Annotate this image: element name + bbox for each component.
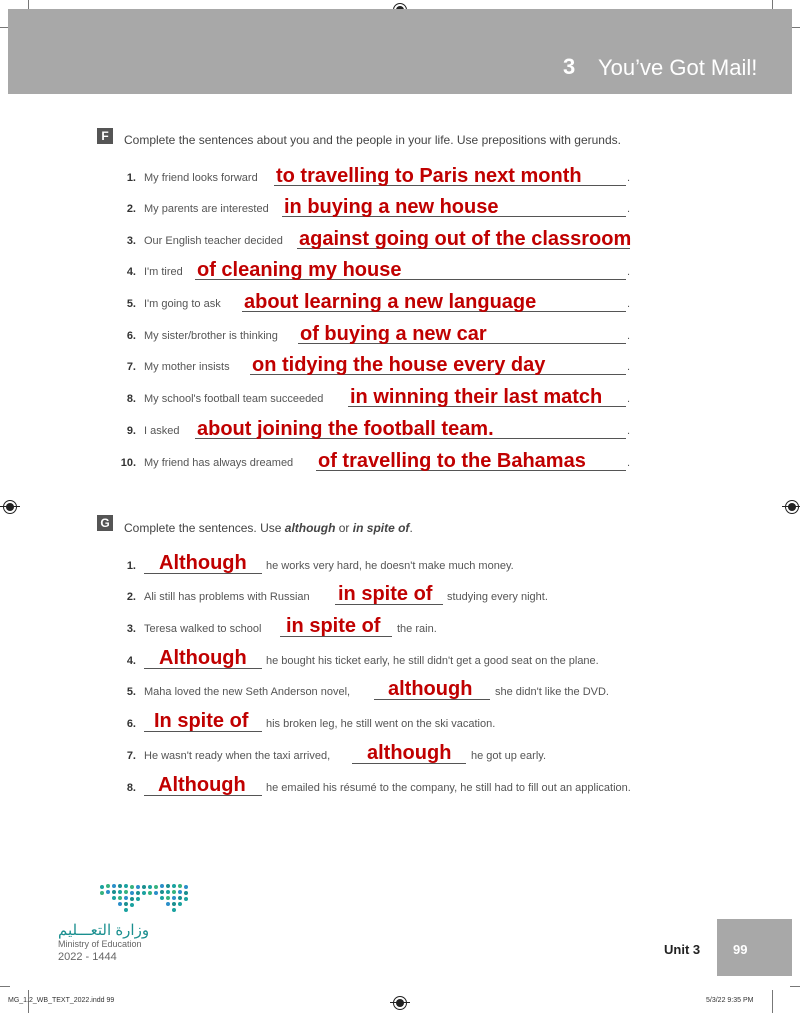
handwritten-answer[interactable]: about learning a new language bbox=[244, 291, 537, 313]
item-number: 3. bbox=[126, 235, 136, 247]
handwritten-answer[interactable]: against going out of the classroom bbox=[299, 228, 632, 250]
instruction-text: . bbox=[409, 521, 413, 535]
crop-mark bbox=[0, 986, 10, 987]
handwritten-answer[interactable]: In spite of bbox=[154, 710, 249, 732]
item-number: 6. bbox=[126, 718, 136, 730]
item-number: 8. bbox=[126, 393, 136, 405]
handwritten-answer[interactable]: although bbox=[388, 678, 473, 700]
section-g-instruction bbox=[124, 521, 413, 535]
item-number: 2. bbox=[126, 203, 136, 215]
logo-dot bbox=[154, 891, 158, 895]
sentence-end: . bbox=[627, 203, 631, 215]
sentence-stem: I asked bbox=[144, 425, 180, 437]
handwritten-answer[interactable]: Although bbox=[158, 774, 246, 796]
sentence-start: Ali still has problems with Russian bbox=[144, 591, 310, 603]
logo-dot bbox=[184, 897, 188, 901]
edition-year: 2022 - 1444 bbox=[58, 951, 117, 963]
logo-dot bbox=[124, 896, 128, 900]
sentence-stem: I'm tired bbox=[144, 266, 183, 278]
item-number: 4. bbox=[126, 266, 136, 278]
logo-dot bbox=[130, 897, 134, 901]
sentence-end: he bought his ticket early, he still didn't get a good seat on the plane. bbox=[266, 655, 599, 667]
logo-dot bbox=[172, 890, 176, 894]
sentence-stem: My friend looks forward bbox=[144, 172, 258, 184]
page-number: 99 bbox=[733, 942, 748, 957]
logo-dot bbox=[100, 885, 104, 889]
logo-dot bbox=[160, 896, 164, 900]
logo-dot bbox=[154, 885, 158, 889]
item-number: 7. bbox=[126, 361, 136, 373]
logo-dot bbox=[148, 885, 152, 889]
sentence-stem: My parents are interested bbox=[144, 203, 269, 215]
sentence-start: Maha loved the new Seth Anderson novel, bbox=[144, 686, 351, 698]
sentence-stem: My friend has always dreamed bbox=[144, 457, 294, 469]
handwritten-answer[interactable]: in buying a new house bbox=[284, 196, 499, 218]
handwritten-answer[interactable]: Although bbox=[159, 552, 247, 574]
sentence-end: his broken leg, he still went on the ski vacation. bbox=[266, 718, 496, 730]
sentence-stem: I'm going to ask bbox=[144, 298, 221, 310]
handwritten-answer[interactable]: of travelling to the Bahamas bbox=[318, 450, 586, 472]
sentence-stem: My school's football team succeeded bbox=[144, 393, 324, 405]
item-number: 6. bbox=[126, 330, 136, 342]
handwritten-answer[interactable]: of buying a new car bbox=[300, 323, 487, 345]
logo-dot bbox=[130, 885, 134, 889]
logo-dot bbox=[124, 908, 128, 912]
footer-unit-label: Unit 3 bbox=[664, 942, 701, 957]
sentence-end: . bbox=[627, 393, 631, 405]
section-g-label: G bbox=[97, 515, 113, 531]
logo-dot bbox=[178, 902, 182, 906]
sentence-stem: My mother insists bbox=[144, 361, 230, 373]
sentence-end: he works very hard, he doesn't make much money. bbox=[266, 560, 514, 572]
crop-mark bbox=[790, 986, 800, 987]
sentence-end: studying every night. bbox=[447, 591, 548, 603]
logo-dot bbox=[172, 896, 176, 900]
section-f-instruction: Complete the sentences about you and the people in your life. Use prepositions with gerunds. bbox=[124, 133, 621, 147]
handwritten-answer[interactable]: in winning their last match bbox=[350, 386, 603, 408]
logo-dot bbox=[142, 891, 146, 895]
logo-dot bbox=[118, 902, 122, 906]
logo-dot bbox=[130, 891, 134, 895]
sentence-start: He wasn't ready when the taxi arrived, bbox=[144, 750, 331, 762]
instruction-text: or bbox=[335, 521, 353, 535]
section-f-label: F bbox=[97, 128, 113, 144]
logo-dot bbox=[124, 884, 128, 888]
sentence-stem: Our English teacher decided bbox=[144, 235, 283, 247]
sentence-end: . bbox=[627, 298, 631, 310]
logo-dot bbox=[172, 884, 176, 888]
item-number: 5. bbox=[126, 298, 136, 310]
sentence-end: . bbox=[627, 425, 631, 437]
page-number-tab bbox=[717, 919, 792, 976]
logo-dot bbox=[178, 890, 182, 894]
logo-dot bbox=[178, 884, 182, 888]
logo-dot bbox=[112, 884, 116, 888]
ministry-name-english: Ministry of Education bbox=[58, 939, 142, 949]
sentence-end: she didn't like the DVD. bbox=[495, 686, 609, 698]
logo-dot bbox=[124, 902, 128, 906]
logo-dot bbox=[160, 884, 164, 888]
logo-dot bbox=[166, 896, 170, 900]
sentence-end: . bbox=[627, 172, 631, 184]
logo-dot bbox=[172, 902, 176, 906]
logo-dot bbox=[184, 885, 188, 889]
logo-dot bbox=[136, 897, 140, 901]
crop-mark bbox=[772, 990, 773, 1013]
logo-dot bbox=[166, 884, 170, 888]
sentence-end: he got up early. bbox=[471, 750, 547, 762]
sentence-end: . bbox=[627, 361, 631, 373]
item-number: 3. bbox=[126, 623, 136, 635]
logo-dot bbox=[106, 884, 110, 888]
handwritten-answer[interactable]: on tidying the house every day bbox=[252, 354, 546, 376]
logo-dot bbox=[148, 891, 152, 895]
page-header-band bbox=[8, 9, 792, 94]
handwritten-answer[interactable]: in spite of bbox=[338, 583, 433, 605]
registration-mark-icon bbox=[785, 500, 799, 514]
print-slug-date: 5/3/22 9:35 PM bbox=[706, 997, 754, 1004]
logo-dot bbox=[178, 896, 182, 900]
logo-dot bbox=[112, 890, 116, 894]
logo-dot bbox=[124, 890, 128, 894]
sentence-end: he emailed his résumé to the company, he still had to fill out an application. bbox=[266, 782, 631, 794]
logo-dot bbox=[136, 885, 140, 889]
sentence-start: Teresa walked to school bbox=[144, 623, 262, 635]
item-number: 4. bbox=[126, 655, 136, 667]
logo-dot bbox=[160, 890, 164, 894]
handwritten-answer[interactable]: about joining the football team. bbox=[197, 418, 494, 440]
handwritten-answer[interactable]: Although bbox=[159, 647, 247, 669]
sentence-end: . bbox=[627, 330, 631, 342]
item-number: 7. bbox=[126, 750, 136, 762]
ministry-logo-icon bbox=[100, 880, 190, 910]
handwritten-answer[interactable]: to travelling to Paris next month bbox=[276, 165, 582, 187]
logo-dot bbox=[100, 891, 104, 895]
logo-dot bbox=[184, 891, 188, 895]
keyword-although: although bbox=[284, 521, 336, 535]
sentence-end: . bbox=[627, 266, 631, 278]
registration-mark-icon bbox=[3, 500, 17, 514]
logo-dot bbox=[118, 896, 122, 900]
item-number: 2. bbox=[126, 591, 136, 603]
unit-title: You’ve Got Mail! bbox=[598, 55, 758, 80]
logo-dot bbox=[172, 908, 176, 912]
registration-mark-icon bbox=[393, 996, 407, 1010]
keyword-in-spite-of: in spite of bbox=[352, 521, 410, 535]
item-number: 5. bbox=[126, 686, 136, 698]
logo-dot bbox=[166, 890, 170, 894]
item-number: 1. bbox=[126, 172, 136, 184]
item-number: 10. bbox=[120, 457, 136, 469]
print-slug-file: MG_1.2_WB_TEXT_2022.indd 99 bbox=[8, 997, 115, 1004]
handwritten-answer[interactable]: of cleaning my house bbox=[197, 259, 402, 281]
ministry-name-arabic: وزارة التعـــليم bbox=[58, 922, 150, 939]
sentence-stem: My sister/brother is thinking bbox=[144, 330, 278, 342]
sentence-end: the rain. bbox=[397, 623, 437, 635]
logo-dot bbox=[136, 891, 140, 895]
logo-dot bbox=[106, 890, 110, 894]
item-number: 9. bbox=[126, 425, 136, 437]
logo-dot bbox=[118, 890, 122, 894]
logo-dot bbox=[166, 902, 170, 906]
instruction-text: Complete the sentences. Use bbox=[124, 521, 285, 535]
sentence-end: . bbox=[627, 457, 631, 469]
logo-dot bbox=[130, 903, 134, 907]
logo-dot bbox=[112, 896, 116, 900]
item-number: 1. bbox=[126, 560, 136, 572]
handwritten-answer[interactable]: although bbox=[367, 742, 452, 764]
unit-number: 3 bbox=[563, 54, 576, 79]
item-number: 8. bbox=[126, 782, 136, 794]
handwritten-answer[interactable]: in spite of bbox=[286, 615, 381, 637]
logo-dot bbox=[118, 884, 122, 888]
logo-dot bbox=[142, 885, 146, 889]
